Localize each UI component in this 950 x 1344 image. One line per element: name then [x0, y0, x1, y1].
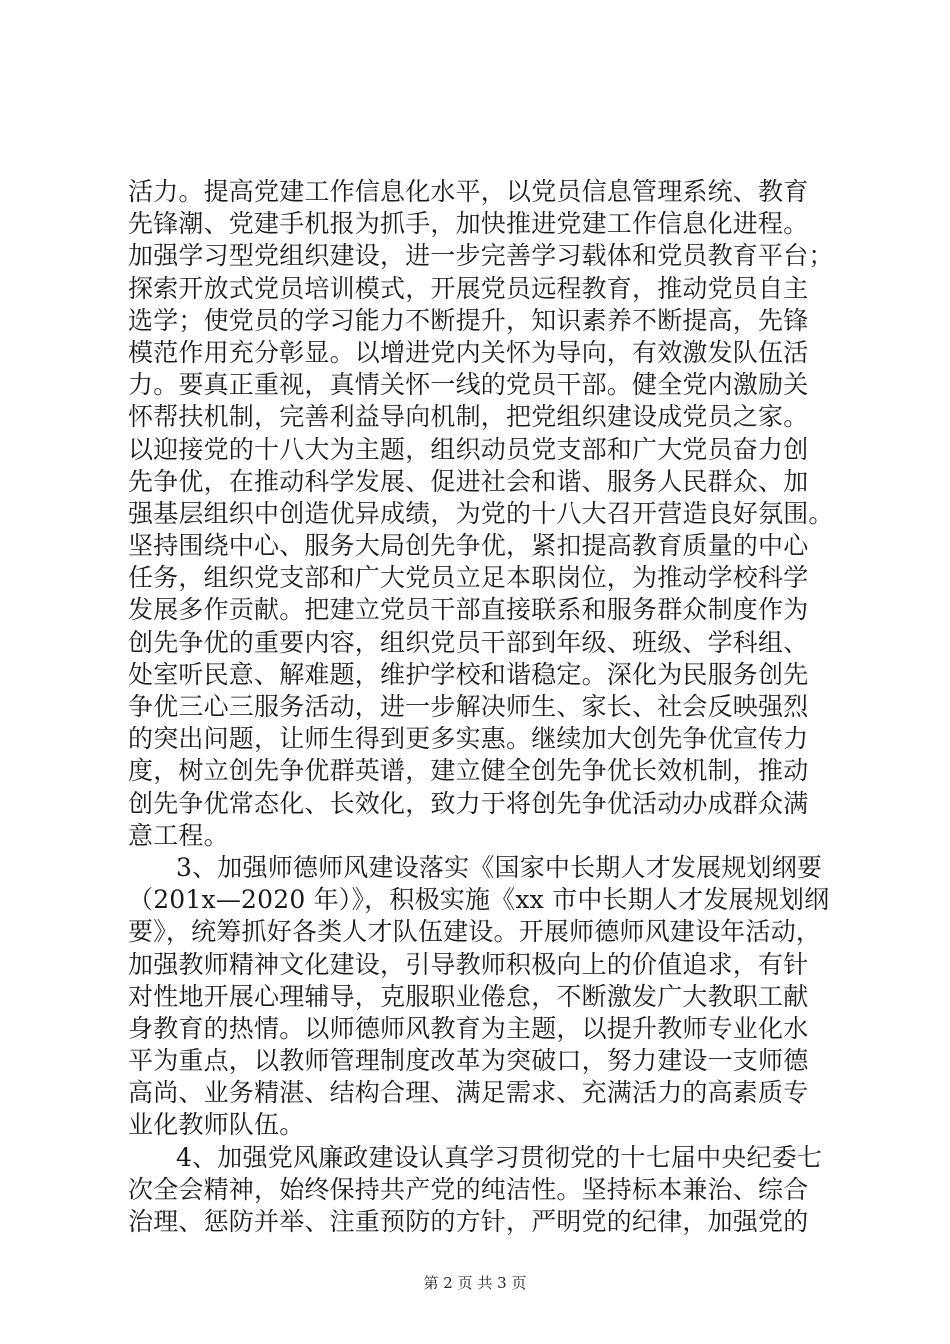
page-footer: 第 2 页 共 3 页	[423, 1274, 527, 1292]
text-line: 选学；使党员的学习能力不断提升，知识素养不断提高，先锋	[128, 305, 809, 335]
text-line: 先争优，在推动科学发展、促进社会和谐、服务人民群众、加	[128, 466, 809, 496]
text-line: 业化教师队伍。	[128, 1110, 305, 1140]
body-text	[128, 176, 848, 1238]
text-line: 要》，统筹抓好各类人才队伍建设。开展师德师风建设年活动，	[128, 917, 822, 947]
text-line: 创先争优常态化、长效化，致力于将创先争优活动办成群众满	[128, 788, 809, 818]
text-line: 对性地开展心理辅导，克服职业倦怠，不断激发广大教职工献	[128, 981, 809, 1011]
text-line: 治理、惩防并举、注重预防的方针，严明党的纪律，加强党的	[128, 1207, 809, 1236]
text-line: 坚持围绕中心、服务大局创先争优，紧扣提高教育质量的中心	[128, 531, 809, 561]
text-line: 加强学习型党组织建设，进一步完善学习载体和党员教育平台；	[128, 241, 834, 271]
text-line: 处室听民意、解难题，维护学校和谐稳定。深化为民服务创先	[128, 659, 809, 689]
paragraph-start-line: 3、加强师德师风建设落实《国家中长期人才发展规划纲要	[176, 852, 823, 882]
text-line: 以迎接党的十八大为主题，组织动员党支部和广大党员奋力创	[128, 434, 809, 464]
text-line: 发展多作贡献。把建立党员干部直接联系和服务群众制度作为	[128, 595, 809, 625]
paragraph-start-line: 4、加强党风廉政建设认真学习贯彻党的十七届中央纪委七	[176, 1142, 823, 1172]
text-line: 的突出问题，让师生得到更多实惠。继续加大创先争优宣传力	[128, 724, 809, 754]
text-line: 身教育的热情。以师德师风教育为主题，以提升教师专业化水	[128, 1013, 809, 1043]
text-line: 模范作用充分彰显。以增进党内关怀为导向，有效激发队伍活	[128, 337, 809, 367]
text-line: 先锋潮、党建手机报为抓手，加快推进党建工作信息化进程。	[128, 209, 809, 239]
text-line: 度，树立创先争优群英谱，建立健全创先争优长效机制，推动	[128, 756, 809, 786]
text-line: 力。要真正重视，真情关怀一线的党员干部。健全党内激励关	[128, 370, 809, 400]
text-line: 次全会精神，始终保持共产党的纯洁性。坚持标本兼治、综合	[128, 1174, 809, 1204]
text-line: 创先争优的重要内容，组织党员干部到年级、班级、学科组、	[128, 627, 809, 657]
text-line: 任务，组织党支部和广大党员立足本职岗位，为推动学校科学	[128, 563, 809, 593]
text-line: 高尚、业务精湛、结构合理、满足需求、充满活力的高素质专	[128, 1078, 809, 1108]
text-line: 探索开放式党员培训模式，开展党员远程教育，推动党员自主	[128, 273, 809, 303]
text-line: 活力。提高党建工作信息化水平，以党员信息管理系统、教育	[128, 177, 809, 206]
text-line: 平为重点，以教师管理制度改革为突破口，努力建设一支师德	[128, 1046, 809, 1076]
text-line: 怀帮扶机制，完善利益导向机制，把党组织建设成党员之家。	[128, 402, 809, 432]
text-line: 争优三心三服务活动，进一步解决师生、家长、社会反映强烈	[128, 692, 809, 721]
text-line: 意工程。	[128, 820, 229, 850]
text-line: （201x—2020 年）》，积极实施《xx 市中长期人才发展规划纲	[128, 885, 830, 915]
text-line: 加强教师精神文化建设，引导教师积极向上的价值追求，有针	[128, 949, 809, 979]
text-line: 强基层组织中创造优异成绩，为党的十八大召开营造良好氛围。	[128, 498, 834, 528]
